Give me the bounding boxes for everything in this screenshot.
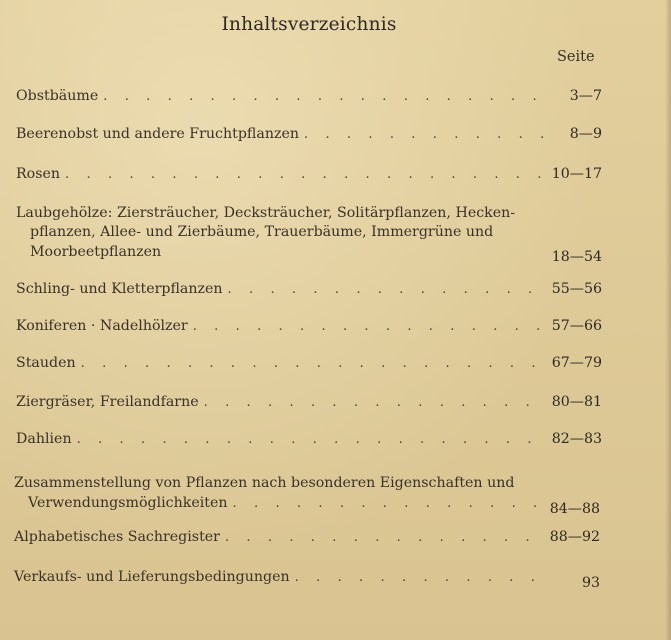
entry-title: Beerenobst und andere Fruchtpflanzen <box>16 126 299 142</box>
toc-entry-lieferungsbedingungen[interactable] <box>14 568 600 591</box>
entry-title: Alphabetisches Sachregister <box>14 529 220 545</box>
toc-entry-stauden[interactable] <box>16 354 602 373</box>
leader-dots <box>304 126 546 144</box>
entry-title: Schling- und Kletterpflanzen <box>16 281 223 297</box>
toc-entry-rosen[interactable] <box>16 165 602 184</box>
leader-dots <box>233 495 544 513</box>
toc-entry-beerenobst[interactable] <box>16 125 602 144</box>
entry-title: Ziergräser, Freilandfarne <box>16 394 199 410</box>
entry-page-range: 84—88 <box>549 501 600 517</box>
leader-dots <box>193 318 546 336</box>
entry-title: Rosen <box>16 166 61 182</box>
page-title: Inhaltsverzeichnis <box>221 14 397 35</box>
entry-title: Dahlien <box>16 431 72 447</box>
entry-title-line-1: Laubgehölze: Ziersträucher, Decksträucher, Solitärpflanzen, Hecken- <box>16 205 516 221</box>
toc-entry-obstbaeume[interactable] <box>16 87 602 106</box>
entry-title-line-3: Moorbeetpflanzen <box>30 244 162 260</box>
leader-dots <box>225 529 544 547</box>
page-edge-shadow <box>665 0 671 640</box>
entry-page-range: 88—92 <box>549 529 600 545</box>
toc-entry-koniferen[interactable] <box>16 317 602 336</box>
entry-page-range: 10—17 <box>551 166 602 182</box>
entry-title-line-1: Zusammenstellung von Pflanzen nach besonderen Eigenschaften und <box>14 475 515 491</box>
entry-title: Obstbäume <box>16 88 99 104</box>
leader-dots <box>204 394 546 412</box>
entry-title-line-2: Verwendungsmöglichkeiten <box>28 495 228 511</box>
leader-dots <box>77 431 546 449</box>
toc-entry-ziergraeser[interactable] <box>16 393 602 412</box>
entry-page-range: 67—79 <box>551 355 602 371</box>
entry-page-range: 82—83 <box>551 431 602 447</box>
toc-entry-laubgehoelze[interactable] <box>16 204 602 265</box>
entry-title-line-2: pflanzen, Allee- und Zierbäume, Trauerbäume, Immergrüne und <box>30 224 494 240</box>
toc-entry-schlingpflanzen[interactable] <box>16 280 602 299</box>
toc-entry-sachregister[interactable] <box>14 528 600 547</box>
entry-title: Verkaufs- und Lieferungsbedingungen <box>14 569 290 585</box>
entry-title: Koniferen · Nadelhölzer <box>16 318 188 334</box>
entry-page-range: 55—56 <box>551 281 602 297</box>
entry-page-range: 18—54 <box>551 249 602 265</box>
toc-entry-zusammenstellung[interactable] <box>14 474 600 517</box>
leader-dots <box>81 355 546 373</box>
entry-page-range: 57—66 <box>551 318 602 334</box>
leader-dots <box>103 88 546 106</box>
entry-page-range: 80—81 <box>551 394 602 410</box>
leader-dots <box>295 569 544 587</box>
leader-dots <box>65 166 546 184</box>
toc-entry-dahlien[interactable] <box>16 430 602 449</box>
entry-title: Stauden <box>16 355 76 371</box>
entry-page-range: 8—9 <box>569 126 602 142</box>
leader-dots <box>228 281 546 299</box>
entry-page-range: 93 <box>581 575 600 591</box>
page-column-label: Seite <box>557 49 595 65</box>
entry-page-range: 3—7 <box>569 88 602 104</box>
